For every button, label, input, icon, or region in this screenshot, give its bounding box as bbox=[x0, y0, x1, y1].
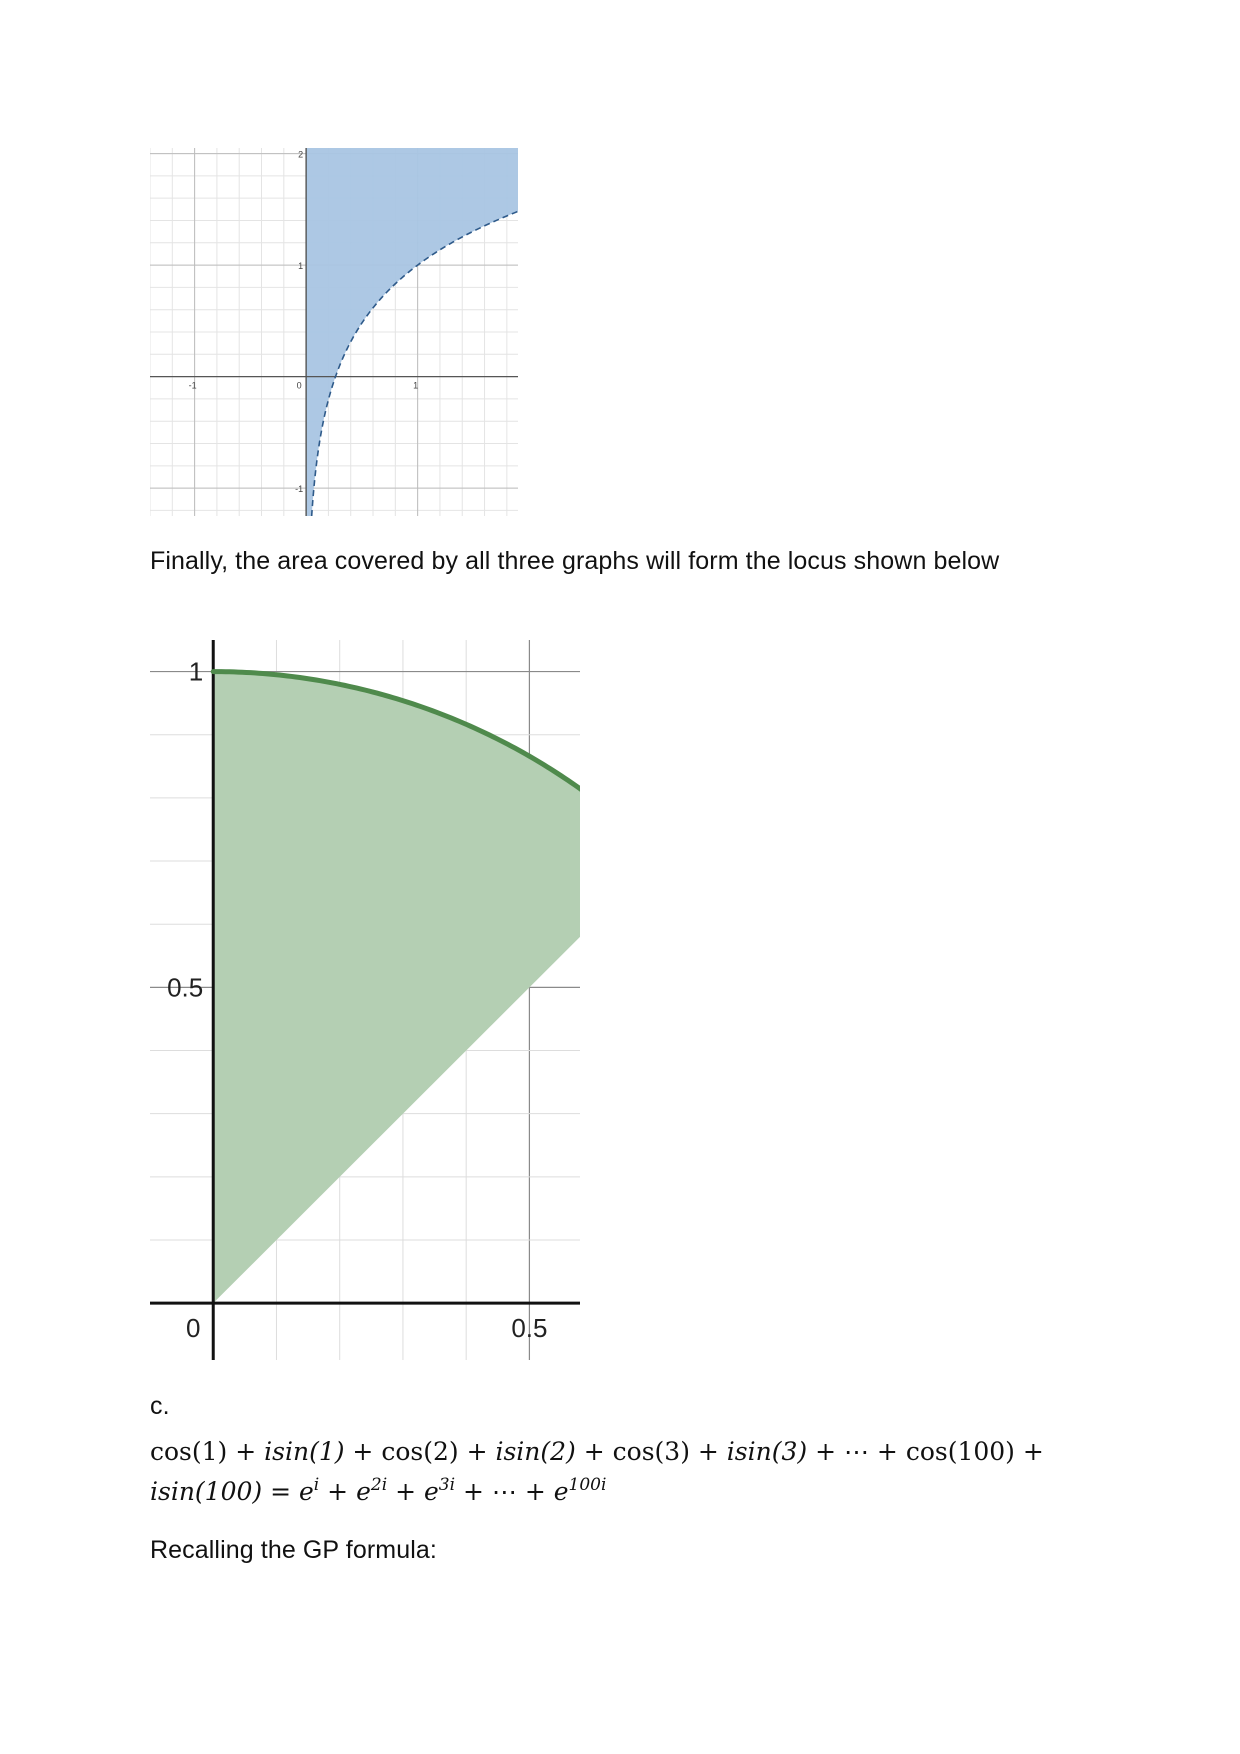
term-isin100: isin(100) bbox=[150, 1477, 263, 1506]
exp-3: 3i bbox=[438, 1475, 456, 1495]
term-cos3: cos(3) bbox=[612, 1437, 690, 1466]
recalling-gp-text: Recalling the GP formula: bbox=[150, 1536, 437, 1564]
y-tick-label: 0.5 bbox=[167, 972, 204, 1003]
x-tick-label: 0 bbox=[296, 380, 302, 391]
x-tick-label: 0 bbox=[186, 1313, 201, 1344]
y-tick-label: 1 bbox=[298, 261, 304, 272]
x-tick-label: 1 bbox=[413, 380, 419, 391]
locus-graph-green bbox=[150, 640, 580, 1360]
term-cos1: cos(1) bbox=[150, 1437, 228, 1466]
term-e1: e bbox=[299, 1477, 314, 1506]
term-cos2: cos(2) bbox=[381, 1437, 459, 1466]
term-cos100: cos(100) bbox=[905, 1437, 1015, 1466]
x-tick-label: 0.5 bbox=[511, 1313, 548, 1344]
x-tick-label: -1 bbox=[188, 380, 197, 391]
y-tick-label: 1 bbox=[188, 656, 204, 687]
equation-line-2: $isin(100) = e^i + e^{2i} + e^{3i}$ + ⋯ + $e^{100i}$ bbox=[150, 1475, 607, 1506]
term-isin1: isin(1) bbox=[264, 1437, 345, 1466]
exp-1: i bbox=[313, 1475, 320, 1495]
locus-graph-blue bbox=[150, 148, 518, 516]
term-isin3: isin(3) bbox=[726, 1437, 808, 1466]
finally-paragraph: Finally, the area covered by all three graphs will form the locus shown below bbox=[150, 547, 1000, 575]
y-tick-label: 2 bbox=[298, 149, 304, 160]
term-e2: e bbox=[356, 1477, 371, 1506]
term-dots: ⋯ bbox=[843, 1437, 869, 1466]
term-dots2: ⋯ bbox=[491, 1477, 517, 1506]
equation-line-1: cos(1) + isin(1) + cos(2) + isin(2) + cos(3) + isin(3) + ⋯ + cos(100) + bbox=[150, 1437, 1044, 1466]
exp-100: 100i bbox=[568, 1475, 607, 1495]
term-e100: e bbox=[553, 1477, 569, 1506]
exp-2: 2i bbox=[370, 1475, 388, 1495]
part-c-label: c. bbox=[150, 1392, 170, 1420]
term-e3: e bbox=[423, 1477, 439, 1506]
locus-sector-fill bbox=[213, 672, 580, 1304]
y-tick-label: -1 bbox=[295, 484, 304, 495]
term-isin2: isin(2) bbox=[495, 1437, 576, 1466]
